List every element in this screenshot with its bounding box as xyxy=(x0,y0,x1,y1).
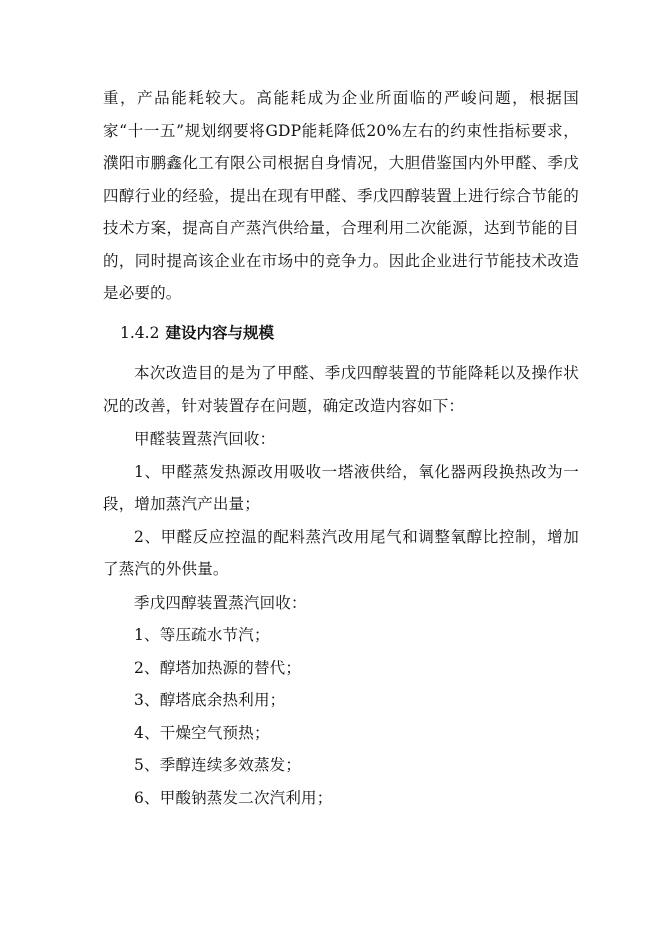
pentaerythritol-item: 6、甲酸钠蒸发二次汽利用； xyxy=(134,788,333,807)
formaldehyde-item: 2、甲醛反应控温的配料蒸汽改用尾气和调整氧醇比控制，增加了蒸汽的外供量。 xyxy=(103,527,579,578)
section-title: 建设内容与规模 xyxy=(165,322,274,342)
intro-paragraph: 本次改造目的是为了甲醛、季戊四醇装置的节能降耗以及操作状况的改善，针对装置存在问题，确定改造内容如下： xyxy=(103,364,579,415)
formaldehyde-heading: 甲醛装置蒸汽回收： xyxy=(134,430,276,448)
paragraph-continuation: 重，产品能耗较大。高能耗成为企业所面临的严峻问题，根据国家“十一五”规划纲要将GDP能耗降低20%左右的约束性指标要求，濮阳市鹏鑫化工有限公司根据自身情况，大胆借鉴国内外甲醛、季戊四醇行业的经验，提出在现有甲醛、季戊四醇装置上进行综合节能的技术方案，提高自产蒸汽供给量，合理利用二次能源，达到节能的目的，同时提高该企业在市场中的竞争力。因此企业进行节能技术改造是必要的。 xyxy=(103,89,579,302)
pentaerythritol-item: 1、等压疏水节汽； xyxy=(134,626,270,644)
pentaerythritol-item: 5、季醇连续多效蒸发； xyxy=(134,756,302,774)
pentaerythritol-item: 4、干燥空气预热； xyxy=(134,723,270,742)
pentaerythritol-heading: 季戊四醇装置蒸汽回收： xyxy=(134,593,307,612)
document-body xyxy=(103,82,579,814)
pentaerythritol-item: 3、醇塔底余热利用； xyxy=(134,691,286,709)
section-number: 1.4.2 xyxy=(120,323,160,342)
pentaerythritol-item: 2、醇塔加热源的替代； xyxy=(134,658,302,677)
formaldehyde-item: 1、甲醛蒸发热源改用吸收一塔液供给，氧化器两段换热改为一段，增加蒸汽产出量； xyxy=(103,462,579,513)
section-heading xyxy=(103,317,579,350)
